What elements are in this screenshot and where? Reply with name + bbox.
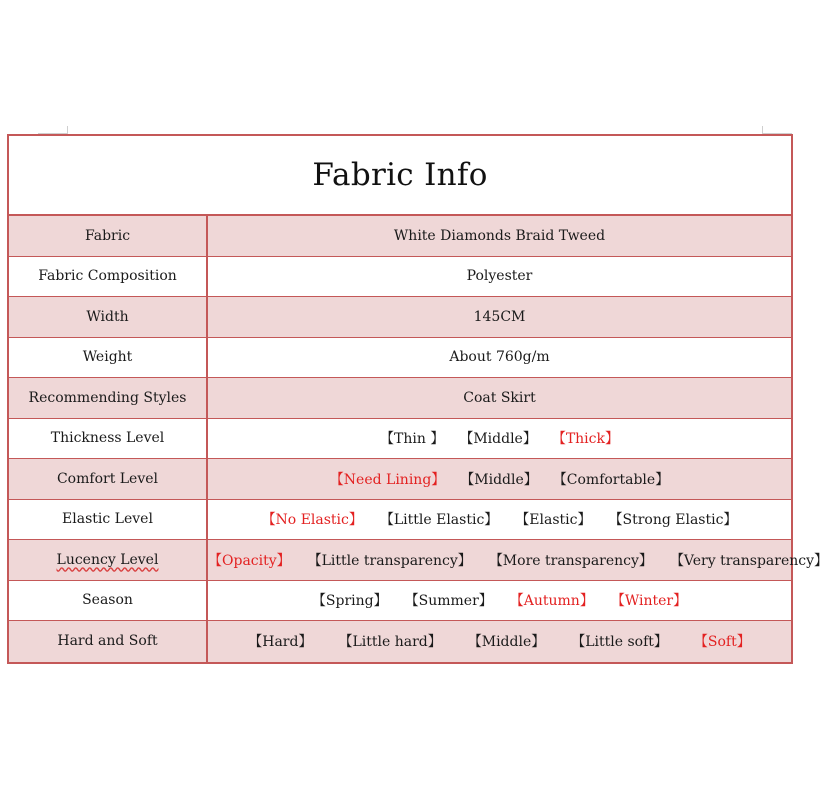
row-value [208, 540, 828, 580]
row-label: Comfort Level [9, 459, 208, 499]
option-spring: 【Spring】 [311, 593, 388, 610]
option-middle: 【Middle】 [459, 431, 537, 448]
row-lucency-level [9, 540, 828, 581]
row-label: Season [9, 581, 208, 621]
row-value [208, 581, 791, 621]
row-label: Hard and Soft [9, 621, 208, 662]
row-value: White Diamonds Braid Tweed [393, 227, 606, 244]
table-title: Fabric Info [9, 136, 791, 216]
row-value: 145CM [473, 308, 526, 325]
row-value [208, 419, 791, 459]
option-middle: 【Middle】 [467, 634, 546, 651]
option-need-lining: 【Need Lining】 [329, 471, 446, 488]
option-little-soft: 【Little soft】 [571, 634, 668, 651]
row-value: Coat Skirt [463, 389, 536, 406]
option-summer: 【Summer】 [404, 593, 493, 610]
option-very-transparency: 【Very transparency】 [669, 552, 828, 569]
fabric-info-table [7, 134, 828, 664]
row-recommending-styles [9, 378, 791, 419]
row-value: Polyester [466, 268, 533, 285]
row-value [208, 621, 791, 662]
row-elastic-level [9, 500, 791, 541]
row-label [9, 540, 208, 580]
option-little-transparency: 【Little transparency】 [307, 552, 472, 569]
table-body [9, 216, 828, 662]
option-thick: 【Thick】 [551, 431, 619, 448]
option-opacity: 【Opacity】 [208, 552, 291, 569]
row-weight [9, 338, 791, 379]
crop-mark [67, 126, 68, 134]
row-value [208, 459, 791, 499]
row-label: Width [9, 297, 208, 337]
row-hard-and-soft [9, 621, 791, 662]
option-elastic: 【Elastic】 [515, 512, 592, 529]
row-label: Fabric [9, 216, 208, 256]
row-label: Recommending Styles [9, 378, 208, 418]
option-hard: 【Hard】 [248, 634, 313, 651]
row-value: About 760g/m [449, 349, 550, 366]
row-season [9, 581, 791, 622]
option-comfortable: 【Comfortable】 [552, 471, 670, 488]
option-no-elastic: 【No Elastic】 [261, 512, 363, 529]
row-fabric-composition [9, 257, 791, 298]
row-value [208, 500, 791, 540]
crop-mark [762, 126, 763, 134]
option-soft: 【Soft】 [693, 634, 751, 651]
option-thin: 【Thin 】 [380, 431, 445, 448]
option-more-transparency: 【More transparency】 [488, 552, 653, 569]
row-label: Thickness Level [9, 419, 208, 459]
option-little-elastic: 【Little Elastic】 [379, 512, 499, 529]
row-label: Weight [9, 338, 208, 378]
option-winter: 【Winter】 [610, 593, 688, 610]
row-width [9, 297, 791, 338]
option-strong-elastic: 【Strong Elastic】 [608, 512, 738, 529]
row-comfort-level [9, 459, 791, 500]
option-autumn: 【Autumn】 [509, 593, 594, 610]
lucency-word: Lucency Level [56, 551, 159, 568]
row-label: Fabric Composition [9, 257, 208, 297]
row-thickness-level [9, 419, 791, 460]
option-little-hard: 【Little hard】 [338, 634, 442, 651]
row-label: Elastic Level [9, 500, 208, 540]
row-fabric [9, 216, 791, 257]
option-middle: 【Middle】 [460, 471, 538, 488]
